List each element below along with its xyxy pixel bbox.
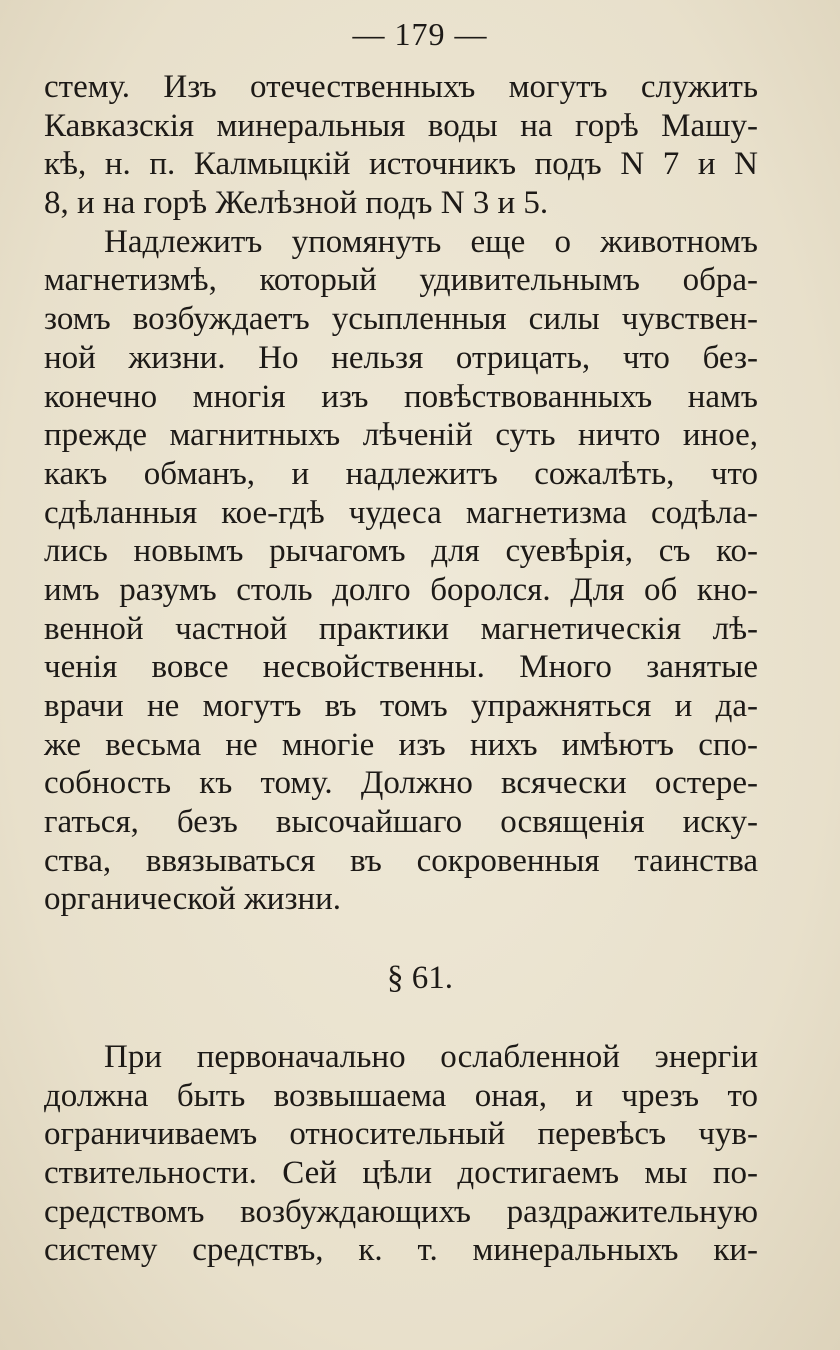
text-line: средствомъ возбуждающихъ раздражительную: [44, 1193, 758, 1230]
text-line: зомъ возбуждаетъ усыпленныя силы чувствен-: [44, 301, 758, 338]
text-line: гаться, безъ высочайшаго освященія иску-: [44, 804, 758, 841]
text-line: ствительности. Сей цѣли достигаемъ мы по-: [44, 1155, 758, 1192]
text-line: врачи не могутъ въ томъ упражняться и да-: [44, 688, 758, 724]
section-heading: § 61.: [387, 960, 453, 996]
text-line: конечно многія изъ повѣствованныхъ намъ: [44, 378, 758, 415]
text-block-top: [44, 68, 758, 919]
text-line: же весьма не многіе изъ нихъ имѣютъ спо-: [44, 726, 758, 763]
text-line: ченія вовсе несвойственны. Много занятые: [44, 649, 758, 686]
text-line: При первоначально ослабленной энергіи: [104, 1039, 758, 1075]
text-line: систему средствъ, к. т. минеральныхъ ки-: [44, 1232, 758, 1269]
text-line: прежде магнитныхъ лѣченій суть ничто иное,: [44, 417, 758, 454]
text-line: кѣ, н. п. Калмыцкій источникъ подъ N 7 и N: [44, 146, 758, 183]
text-line: ной жизни. Но нельзя отрицать, что без-: [44, 339, 758, 376]
text-line: лись новымъ рычагомъ для суевѣрія, съ ко-: [44, 533, 758, 570]
text-line: собность къ тому. Должно всячески остере-: [44, 765, 758, 802]
text-block-bottom: [44, 1038, 758, 1270]
text-line: Надлежитъ упомянуть еще о животномъ: [104, 223, 758, 260]
text-line: 8, и на горѣ Желѣзной подъ N 3 и 5.: [44, 185, 549, 222]
text-line: имъ разумъ столь долго боролся. Для об кно-: [44, 571, 758, 608]
text-line: сдѣланныя кое-гдѣ чудеса магнетизма содѣла-: [44, 494, 758, 531]
page-number-header: — 179 —: [352, 16, 488, 52]
text-line: магнетизмѣ, который удивительнымъ обра-: [44, 262, 758, 299]
text-line: какъ обманъ, и надлежитъ сожалѣть, что: [44, 455, 758, 492]
text-line: стему. Изъ отечественныхъ могутъ служить: [44, 69, 758, 105]
text-line: органической жизни.: [44, 881, 342, 918]
text-line: венной частной практики магнетическія лѣ-: [44, 610, 758, 647]
text-line: должна быть возвышаема оная, и чрезъ то: [44, 1077, 758, 1114]
text-line: Кавказскія минеральныя воды на горѣ Машу-: [44, 107, 758, 144]
text-line: ства, ввязываться въ сокровенныя таинства: [44, 842, 758, 879]
text-line: ограничиваемъ относительный перевѣсъ чув-: [44, 1116, 758, 1153]
